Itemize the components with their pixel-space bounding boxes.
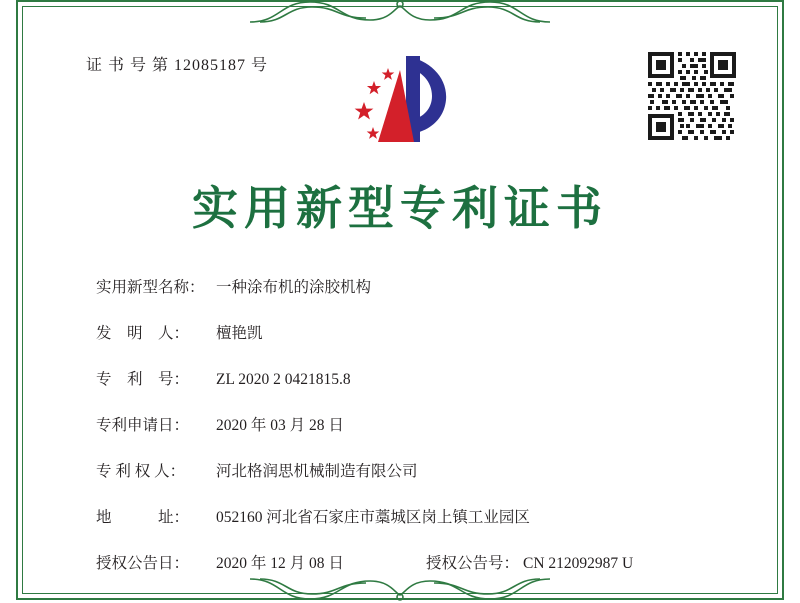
field-row-utility-model-name: [96, 275, 736, 297]
field-label: 授权公告日：: [96, 555, 190, 572]
field-label: 发 明 人：: [96, 325, 190, 342]
ornament-bottom: [220, 577, 580, 603]
field-value: 2020 年 03 月 28 日: [216, 417, 344, 434]
field-row-patentee: [96, 459, 736, 481]
field-list: [96, 275, 736, 573]
field-value: 河北格润思机械制造有限公司: [216, 463, 418, 480]
ornament-top: [220, 0, 580, 24]
field-label: 授权公告号：: [426, 555, 520, 572]
field-value: 052160 河北省石家庄市藁城区岗上镇工业园区: [216, 509, 530, 526]
field-row-application-date: [96, 413, 736, 435]
field-row-grant-announcement: [96, 551, 736, 573]
cnipa-emblem-icon: [344, 50, 464, 155]
field-label: 专 利 权 人：: [96, 463, 186, 480]
grant-date-group: [96, 551, 426, 573]
field-label: 专 利 号：: [96, 371, 190, 388]
field-value: CN 212092987 U: [523, 555, 634, 572]
field-value: 一种涂布机的涂胶机构: [216, 279, 372, 296]
qr-code-icon: [646, 50, 738, 142]
field-value: 2020 年 12 月 08 日: [216, 555, 344, 572]
certificate-number: 证 书 号 第 12085187 号: [86, 57, 269, 74]
page-title: 实用新型专利证书: [192, 181, 608, 235]
field-label: 专利申请日：: [96, 417, 190, 434]
field-label: 地 址：: [96, 509, 190, 526]
field-row-patent-number: [96, 367, 736, 389]
field-row-inventor: [96, 321, 736, 343]
field-label: 实用新型名称：: [96, 279, 205, 296]
field-value: 檀艳凯: [216, 325, 263, 342]
field-row-address: [96, 505, 736, 527]
grant-number-group: [426, 551, 633, 573]
field-value: ZL 2020 2 0421815.8: [216, 371, 351, 388]
